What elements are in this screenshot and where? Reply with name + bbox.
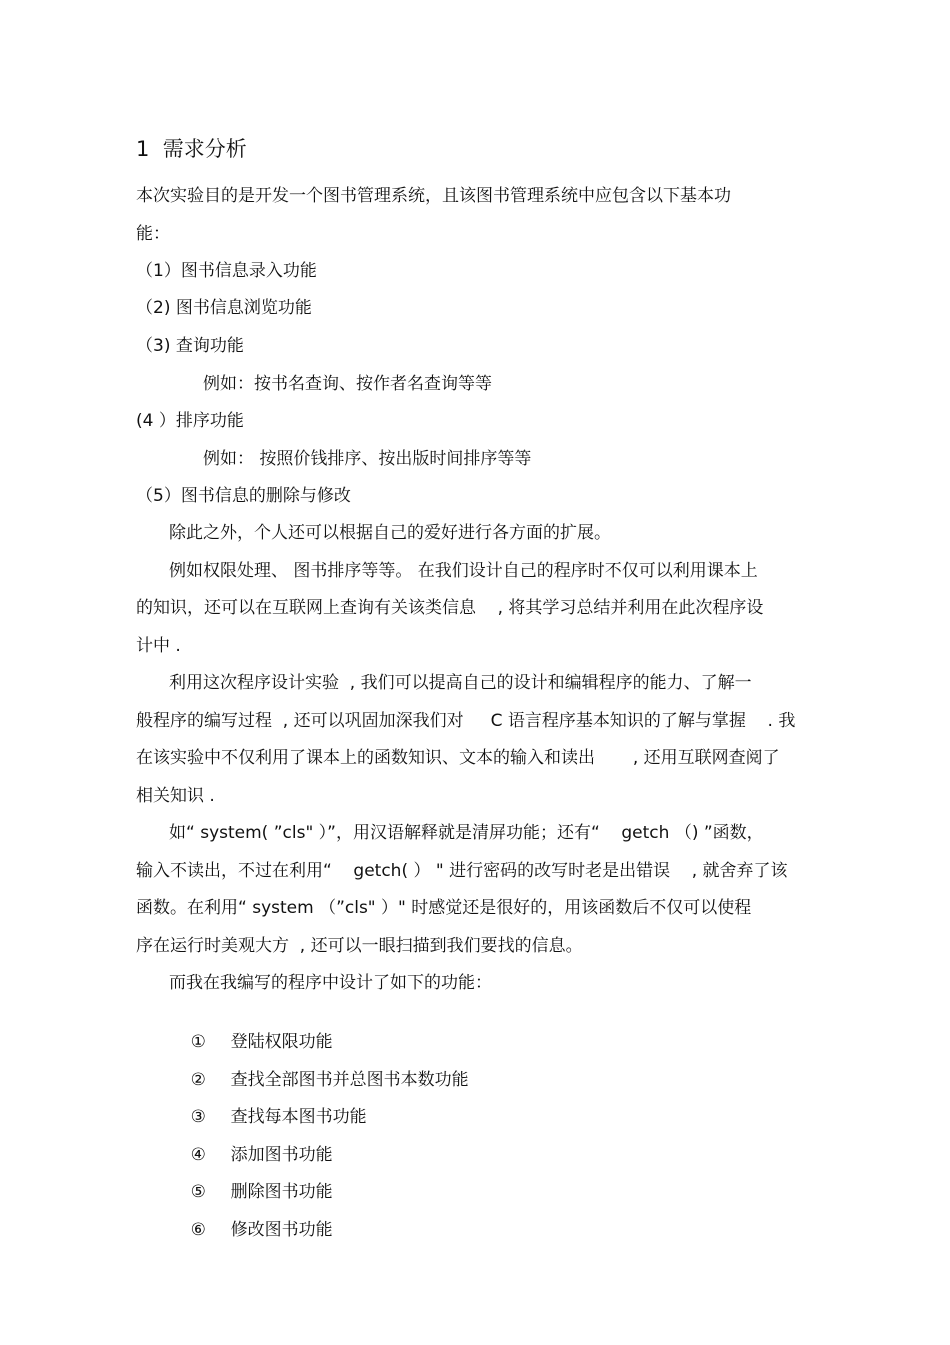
intro-line-2: 能： bbox=[136, 224, 170, 244]
list-number: ⑤ bbox=[190, 1182, 206, 1202]
paragraph-line-7: 在该实验中不仅利用了课本上的函数知识、文本的输入和读出 , 还用互联网查阅了 bbox=[136, 748, 780, 768]
list-label: 添加图书功能 bbox=[230, 1145, 333, 1165]
list-label: 登陆权限功能 bbox=[230, 1032, 333, 1052]
list-label: 修改图书功能 bbox=[230, 1220, 333, 1240]
paragraph-line-13: 而我在我编写的程序中设计了如下的功能： bbox=[169, 973, 492, 993]
list-label: 查找全部图书并总图书本数功能 bbox=[230, 1070, 469, 1090]
feature-4: (4 ）排序功能 bbox=[136, 411, 244, 431]
list-number: ② bbox=[190, 1070, 206, 1090]
feature-3: （3) 查询功能 bbox=[136, 336, 244, 356]
list-number: ④ bbox=[190, 1145, 206, 1165]
paragraph-line-5: 利用这次程序设计实验 , 我们可以提高自己的设计和编辑程序的能力、了解一 bbox=[169, 673, 752, 693]
paragraph-line-12: 序在运行时美观大方 , 还可以一眼扫描到我们要找的信息。 bbox=[136, 936, 583, 956]
list-number: ⑥ bbox=[190, 1220, 206, 1240]
feature-2: （2) 图书信息浏览功能 bbox=[136, 298, 312, 318]
paragraph-line-9: 如“ system( ”cls" ）”，用汉语解释就是清屏功能；还有“ getch （) ”函数， bbox=[169, 823, 764, 843]
paragraph-line-6: 般程序的编写过程 , 还可以巩固加深我们对 C 语言程序基本知识的了解与掌握 . 我 bbox=[136, 711, 796, 731]
list-number: ① bbox=[190, 1032, 206, 1052]
paragraph-line-8: 相关知识 . bbox=[136, 786, 215, 806]
paragraph-line-10: 输入不读出，不过在利用“ getch( ） " 进行密码的改写时老是出错误 , 就舍弃了该 bbox=[136, 861, 788, 881]
paragraph-line-2: 例如权限处理、 图书排序等等。 在我们设计自己的程序时不仅可以利用课本上 bbox=[169, 561, 758, 581]
paragraph-line-3: 的知识，还可以在互联网上查询有关该类信息 , 将其学习总结并利用在此次程序设 bbox=[136, 598, 764, 618]
feature-5: （5）图书信息的删除与修改 bbox=[136, 486, 351, 506]
paragraph-line-4: 计中 . bbox=[136, 636, 181, 656]
paragraph-line-11: 函数。在利用“ system （”cls" ）" 时感觉还是很好的，用该函数后不仅可以使程 bbox=[136, 898, 752, 918]
list-number: ③ bbox=[190, 1107, 206, 1127]
designed-function-6 bbox=[169, 1197, 333, 1263]
feature-3-example: 例如：按书名查询、按作者名查询等等 bbox=[203, 374, 492, 394]
intro-line-1: 本次实验目的是开发一个图书管理系统，且该图书管理系统中应包含以下基本功 bbox=[136, 186, 731, 206]
list-label: 查找每本图书功能 bbox=[230, 1107, 367, 1127]
feature-1: （1）图书信息录入功能 bbox=[136, 261, 317, 281]
list-label: 删除图书功能 bbox=[230, 1182, 333, 1202]
paragraph-line-1: 除此之外，个人还可以根据自己的爱好进行各方面的扩展。 bbox=[169, 523, 611, 543]
feature-4-example: 例如： 按照价钱排序、按出版时间排序等等 bbox=[203, 449, 532, 469]
section-heading: 1 需求分析 bbox=[136, 137, 247, 161]
